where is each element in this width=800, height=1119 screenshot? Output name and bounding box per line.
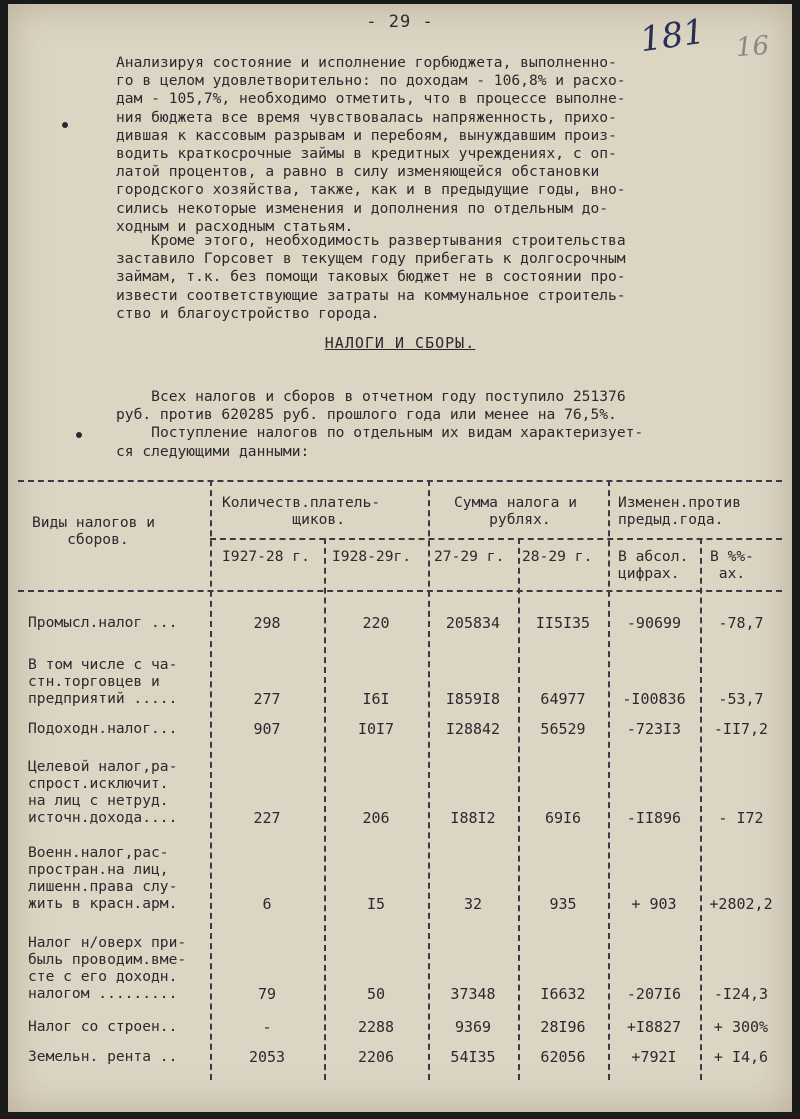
cell-sum-28-29: 69I6: [544, 809, 582, 827]
cell-sum-28-29: 64977: [540, 690, 586, 708]
cell-sum-28-29: 935: [549, 895, 577, 913]
row-label: Налог со строен..: [28, 1018, 178, 1035]
cell-change-pct: -78,7: [718, 614, 764, 632]
cell-change-abs: -207I6: [626, 985, 682, 1003]
cell-change-abs: +792I: [631, 1048, 677, 1066]
cell-payers-1928-29: 220: [362, 614, 390, 632]
cell-sum-27-29: 54I35: [450, 1048, 496, 1066]
row-label: Промысл.налог ...: [28, 614, 178, 631]
cell-sum-27-29: 32: [463, 895, 483, 913]
cell-sum-28-29: I6632: [540, 985, 586, 1003]
cell-change-abs: + 903: [631, 895, 677, 913]
cell-payers-1928-29: 2288: [357, 1018, 395, 1036]
cell-change-abs: +I8827: [626, 1018, 682, 1036]
cell-sum-27-29: I28842: [445, 720, 501, 738]
cell-sum-27-29: 37348: [450, 985, 496, 1003]
cell-payers-1927-28: 2053: [248, 1048, 286, 1066]
cell-payers-1927-28: 79: [257, 985, 277, 1003]
paragraph-long-term-loans: Кроме этого, необходимость развертывания строительства заставило Горсовет в текущем году прибегать к долгосрочным займам, т.к. без помощи таковых бюджет не в состоянии про- извести соответствующие затраты на коммунальное строитель- ство и благоустройство города.: [116, 232, 626, 322]
section-heading: НАЛОГИ И СБОРЫ.: [324, 334, 476, 352]
row-label: В том числе с ча- стн.торговцев и предприятий .....: [28, 656, 178, 707]
row-label: Военн.налог,рас- простран.на лиц, лишенн.права слу- жить в красн.арм.: [28, 844, 178, 912]
document-page: [8, 4, 792, 1112]
header-sum-year-1: 27-29 г.: [434, 548, 505, 565]
cell-change-pct: - I72: [718, 809, 764, 827]
cell-change-abs: -II896: [626, 809, 682, 827]
cell-payers-1927-28: -: [262, 1018, 272, 1036]
cell-change-abs: -I00836: [622, 690, 686, 708]
cell-payers-1927-28: 6: [262, 895, 272, 913]
cell-sum-27-29: 205834: [445, 614, 501, 632]
header-change: Изменен.против предыд.года.: [618, 494, 742, 528]
cell-payers-1928-29: 2206: [357, 1048, 395, 1066]
header-abs: В абсол. цифрах.: [618, 548, 689, 582]
row-label: Подоходн.налог...: [28, 720, 178, 737]
header-year-1: I927-28 г.: [222, 548, 310, 565]
cell-payers-1928-29: I0I7: [357, 720, 395, 738]
cell-change-pct: -II7,2: [713, 720, 769, 738]
cell-sum-27-29: 9369: [454, 1018, 492, 1036]
cell-change-pct: -53,7: [718, 690, 764, 708]
cell-change-pct: -I24,3: [713, 985, 769, 1003]
taxes-table: [18, 480, 782, 1080]
cell-payers-1928-29: 206: [362, 809, 390, 827]
cell-sum-27-29: I88I2: [450, 809, 496, 827]
cell-sum-28-29: 62056: [540, 1048, 586, 1066]
cell-payers-1928-29: 50: [366, 985, 386, 1003]
header-tax-kind: Виды налогов и сборов.: [32, 514, 156, 548]
header-year-2: I928-29г.: [332, 548, 412, 565]
row-label: Земельн. рента ..: [28, 1048, 178, 1065]
table-rule: [18, 480, 782, 482]
cell-sum-28-29: 56529: [540, 720, 586, 738]
cell-payers-1927-28: 277: [253, 690, 281, 708]
paragraph-taxes-summary: Всех налогов и сборов в отчетном году поступило 251376 руб. против 620285 руб. прошлого года или менее на 76,5%. Поступление налогов по отдельным их видам характеризует- ся следующими данными:: [116, 388, 644, 460]
cell-change-pct: + I4,6: [713, 1048, 769, 1066]
page-number: - 29 -: [366, 12, 434, 32]
table-rule: [18, 590, 782, 592]
punch-mark: [62, 122, 68, 128]
cell-change-abs: -90699: [626, 614, 682, 632]
cell-change-pct: + 300%: [713, 1018, 769, 1036]
cell-sum-27-29: I859I8: [445, 690, 501, 708]
cell-payers-1927-28: 298: [253, 614, 281, 632]
cell-sum-28-29: 28I96: [540, 1018, 586, 1036]
row-label: Налог н/оверх при- быль проводим.вме- сте с его доходн. налогом .........: [28, 934, 187, 1002]
header-pct: В %%- ах.: [710, 548, 754, 582]
cell-change-pct: +2802,2: [709, 895, 773, 913]
row-label: Целевой налог,ра- спрост.исключит. на лиц с нетруд. источн.дохода....: [28, 758, 178, 826]
punch-mark: [76, 432, 82, 438]
archive-page-number: 181: [637, 11, 708, 61]
cell-payers-1927-28: 907: [253, 720, 281, 738]
cell-change-abs: -723I3: [626, 720, 682, 738]
header-tax-sum: Сумма налога и рублях.: [454, 494, 578, 528]
cell-payers-1927-28: 227: [253, 809, 281, 827]
table-rule: [210, 538, 782, 540]
cell-sum-28-29: II5I35: [535, 614, 591, 632]
paragraph-budget-analysis: Анализируя состояние и исполнение горбюджета, выполненно- го в целом удовлетворительно: по доходам - 106,8% и расхо- дам - 105,7%, необходимо отметить, что в процессе выполне- ния бюджета все время чувствовалась напряженность, прихо- дившая к кассовым разрывам и перебоям, вынуждавшим произ- водить краткосрочные займы в кредитных учреждениях, с оп- латой процентов, а равно в силу изменяющейся обстановки городского хозяйства, также, как и в предыдущие годы, вно- сились некоторые изменения и дополнения по отдельным до- ходным и расходным статьям.: [116, 54, 626, 235]
cell-payers-1928-29: I5: [366, 895, 386, 913]
archive-page-number-secondary: 16: [734, 30, 771, 64]
header-sum-year-2: 28-29 г.: [522, 548, 593, 565]
header-payers-count: Количеств.платель- щиков.: [222, 494, 381, 528]
cell-payers-1928-29: I6I: [362, 690, 390, 708]
